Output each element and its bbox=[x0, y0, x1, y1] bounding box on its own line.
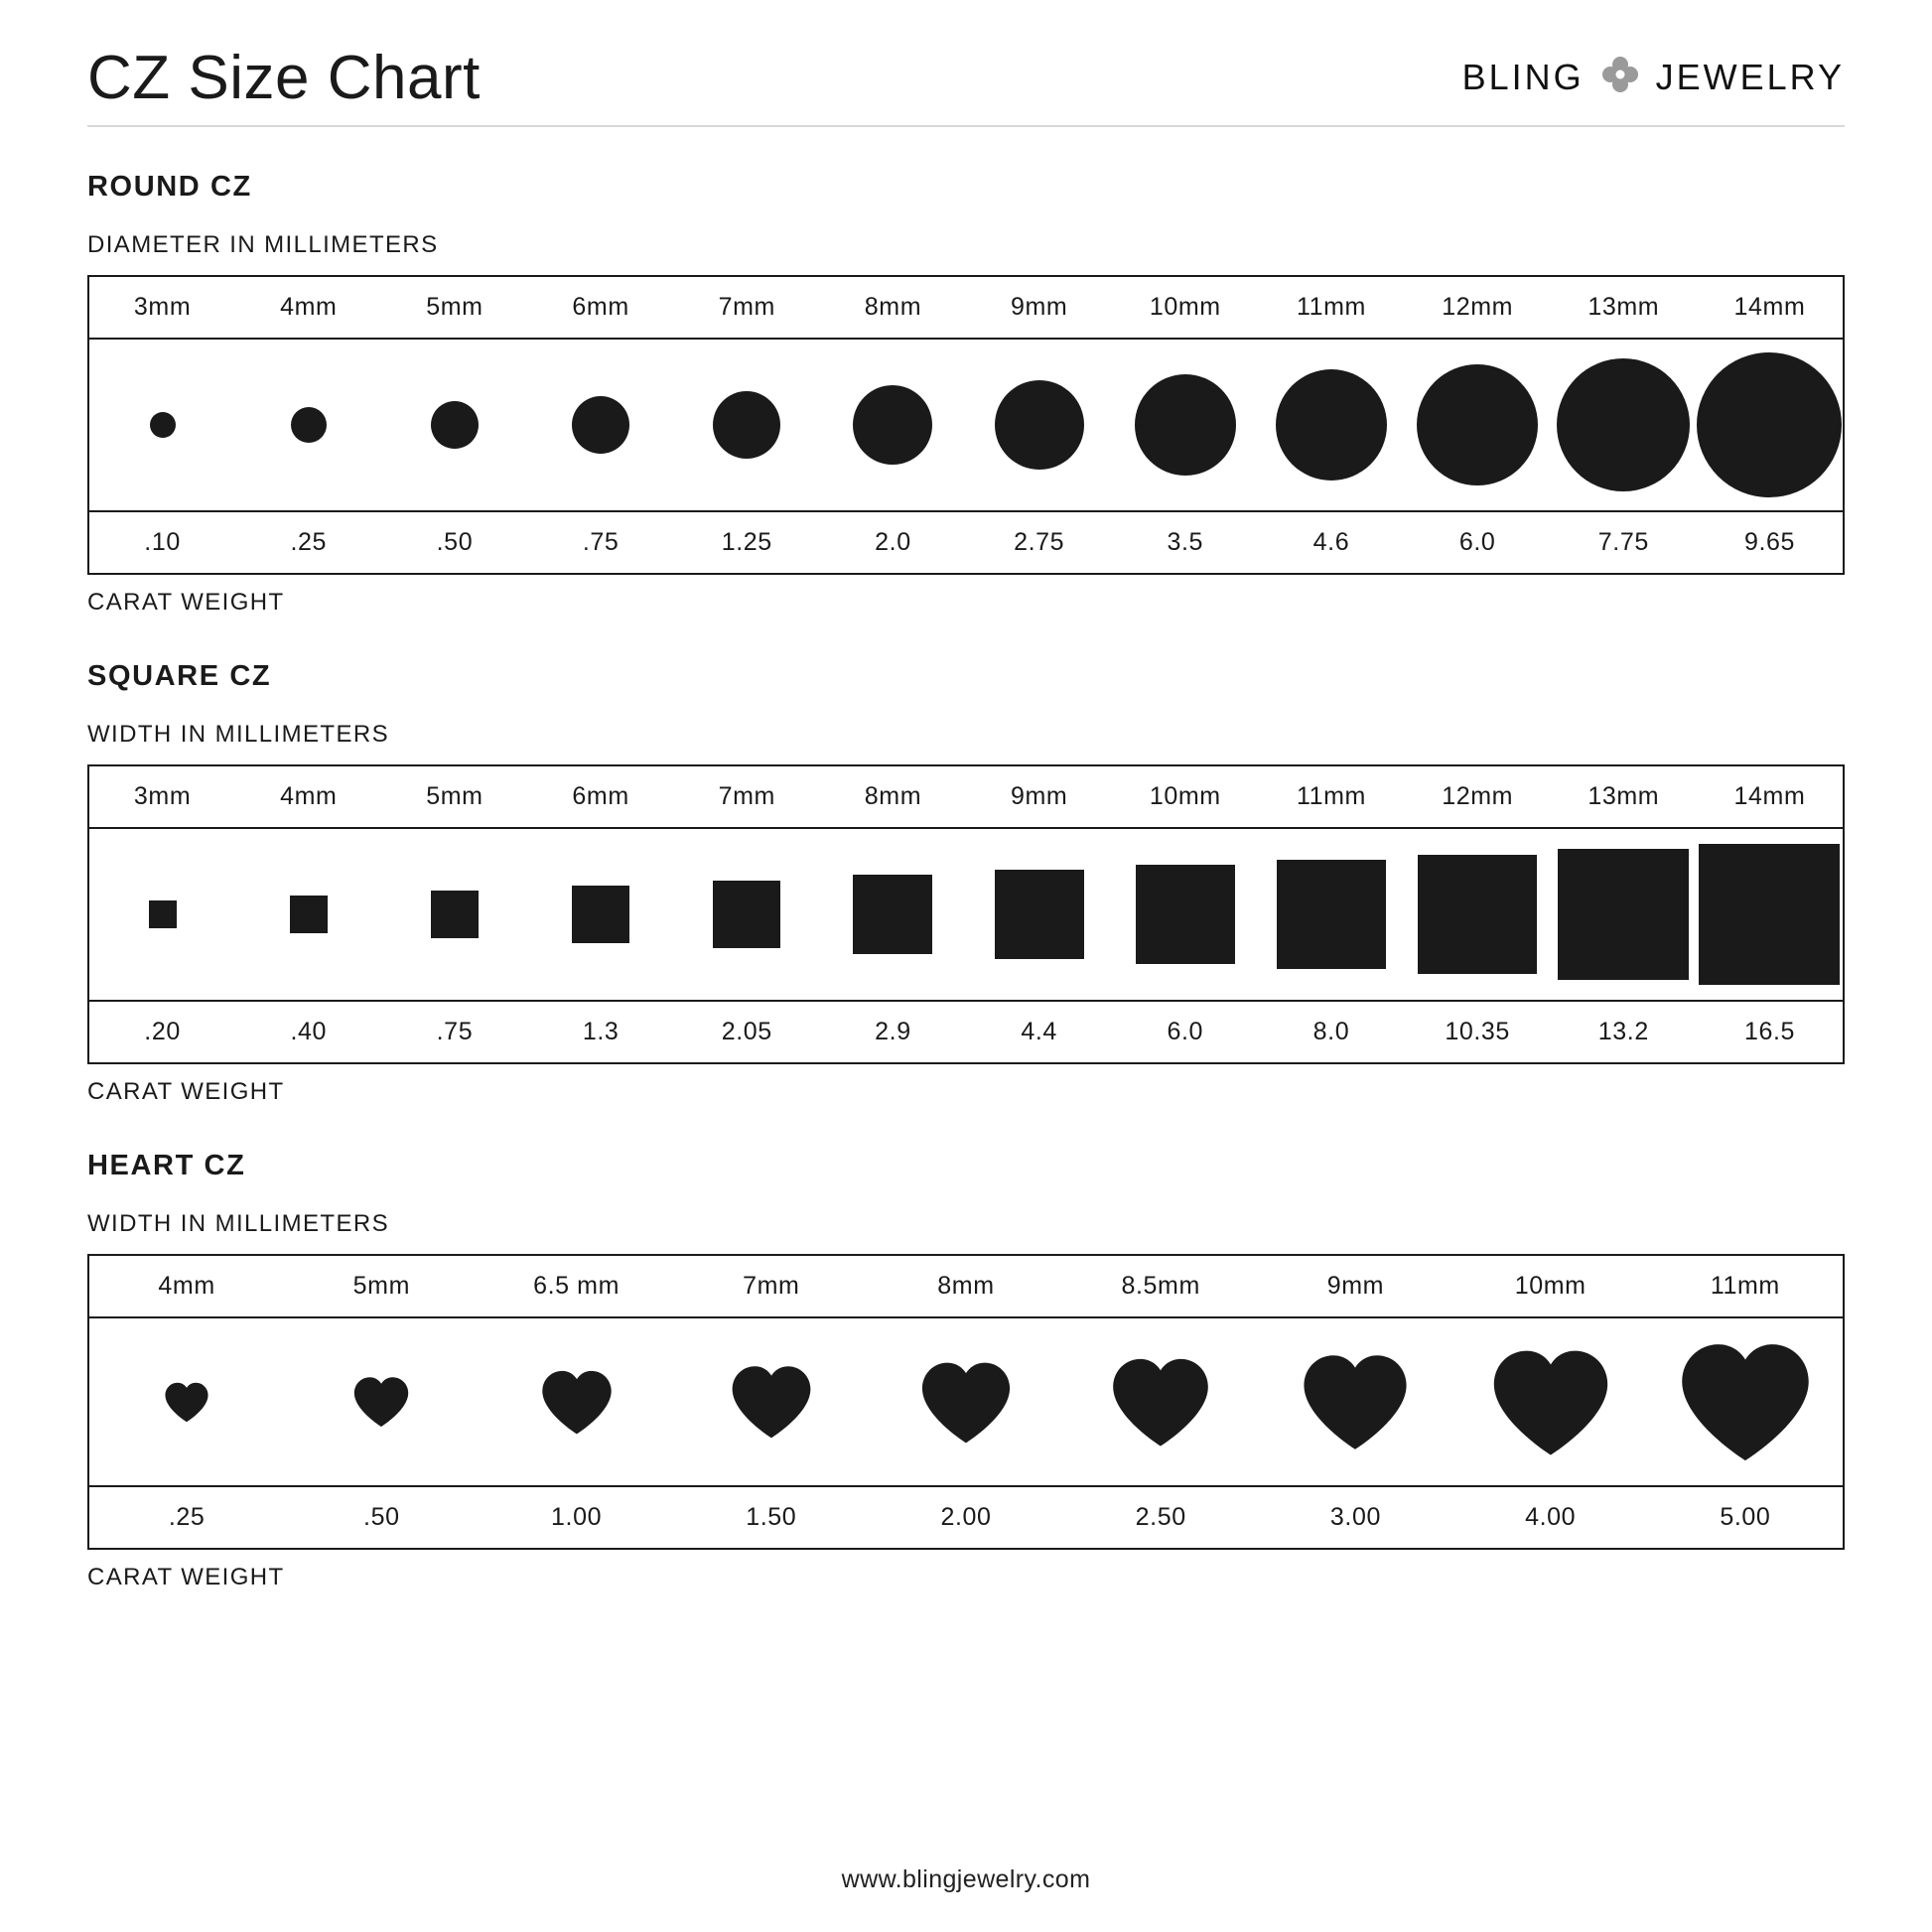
axis-label-square: WIDTH IN MILLIMETERS bbox=[87, 721, 390, 748]
square-size-label: 8mm bbox=[864, 782, 922, 810]
round-shape-cell bbox=[528, 396, 674, 454]
square-carat-row bbox=[89, 1000, 1843, 1062]
round-size-label: 8mm bbox=[864, 293, 922, 321]
section-round-cz bbox=[87, 171, 1845, 617]
square-shape-cell bbox=[381, 891, 527, 938]
round-cz-swatch bbox=[291, 407, 327, 443]
square-size-label: 10mm bbox=[1149, 782, 1221, 810]
square-shape-cell bbox=[1697, 844, 1843, 985]
heart-carat-value: 1.50 bbox=[746, 1503, 797, 1531]
axis-label-round: DIAMETER IN MILLIMETERS bbox=[87, 231, 439, 258]
round-shape-cell bbox=[1112, 374, 1258, 476]
round-carat-value: .25 bbox=[290, 528, 328, 556]
heart-size-label: 8.5mm bbox=[1121, 1272, 1200, 1300]
heart-cz-swatch bbox=[1678, 1339, 1813, 1463]
carat-caption-heart: CARAT WEIGHT bbox=[87, 1564, 285, 1590]
heart-shape-cell bbox=[674, 1363, 869, 1440]
square-cz-swatch bbox=[1418, 855, 1537, 974]
heart-cz-swatch bbox=[730, 1363, 813, 1440]
square-carat-value: 2.05 bbox=[721, 1018, 772, 1045]
heart-cz-swatch bbox=[540, 1368, 614, 1436]
heart-size-label: 7mm bbox=[743, 1272, 800, 1300]
square-shape-cell bbox=[820, 875, 966, 954]
heart-carat-value: 3.00 bbox=[1329, 1503, 1381, 1531]
round-carat-row bbox=[89, 510, 1843, 573]
carat-caption-square: CARAT WEIGHT bbox=[87, 1078, 285, 1105]
square-size-label: 6mm bbox=[572, 782, 629, 810]
square-carat-value: 16.5 bbox=[1743, 1018, 1795, 1045]
round-size-label: 12mm bbox=[1442, 293, 1514, 321]
round-cz-swatch bbox=[1135, 374, 1236, 476]
square-size-label: 14mm bbox=[1733, 782, 1806, 810]
page-title: CZ Size Chart bbox=[87, 44, 481, 112]
square-carat-value: 1.3 bbox=[582, 1018, 620, 1045]
heart-cz-table bbox=[87, 1254, 1845, 1550]
carat-caption-round: CARAT WEIGHT bbox=[87, 589, 285, 616]
round-carat-value: .10 bbox=[144, 528, 181, 556]
heart-size-label: 9mm bbox=[1326, 1272, 1385, 1300]
heart-shape-cell bbox=[869, 1359, 1063, 1445]
section-title-round: ROUND CZ bbox=[87, 171, 252, 203]
round-size-header-row bbox=[89, 277, 1843, 340]
heart-carat-value: .50 bbox=[363, 1503, 400, 1531]
square-size-label: 3mm bbox=[133, 782, 192, 810]
heart-carat-value: 4.00 bbox=[1525, 1503, 1577, 1531]
heart-carat-value: 2.00 bbox=[940, 1503, 992, 1531]
section-title-square: SQUARE CZ bbox=[87, 660, 272, 692]
square-carat-value: .75 bbox=[436, 1018, 474, 1045]
square-size-label: 5mm bbox=[426, 782, 483, 810]
heart-shape-cell bbox=[1258, 1351, 1452, 1451]
round-carat-value: 9.65 bbox=[1743, 528, 1795, 556]
square-cz-swatch bbox=[1558, 849, 1689, 980]
round-cz-swatch bbox=[1557, 358, 1690, 491]
heart-shape-cell bbox=[1648, 1339, 1843, 1463]
round-cz-swatch bbox=[431, 401, 479, 449]
round-cz-swatch bbox=[572, 396, 629, 454]
heart-cz-swatch bbox=[1490, 1346, 1611, 1457]
square-cz-swatch bbox=[995, 870, 1084, 959]
clover-icon bbox=[1598, 53, 1642, 101]
square-carat-value: 6.0 bbox=[1167, 1018, 1204, 1045]
round-carat-value: .75 bbox=[582, 528, 620, 556]
axis-label-heart: WIDTH IN MILLIMETERS bbox=[87, 1210, 390, 1237]
square-size-label: 13mm bbox=[1587, 782, 1660, 810]
round-cz-swatch bbox=[150, 412, 176, 438]
section-title-heart: HEART CZ bbox=[87, 1150, 246, 1181]
round-carat-value: 2.0 bbox=[875, 528, 911, 556]
round-carat-value: 3.5 bbox=[1167, 528, 1204, 556]
square-shape-cell bbox=[89, 900, 235, 928]
round-carat-value: 6.0 bbox=[1458, 528, 1496, 556]
square-shape-cell bbox=[1405, 855, 1551, 974]
round-shape-cell bbox=[1697, 352, 1843, 497]
square-shape-row bbox=[89, 829, 1843, 1000]
square-cz-swatch bbox=[149, 900, 177, 928]
section-square-cz bbox=[87, 660, 1845, 1106]
page-header bbox=[87, 44, 1845, 127]
round-size-label: 5mm bbox=[426, 293, 483, 321]
square-carat-value: .40 bbox=[290, 1018, 328, 1045]
square-shape-cell bbox=[674, 881, 820, 948]
round-cz-swatch bbox=[995, 380, 1084, 470]
round-shape-cell bbox=[674, 391, 820, 459]
round-cz-swatch bbox=[1276, 369, 1387, 481]
round-cz-swatch bbox=[1417, 364, 1538, 485]
square-cz-swatch bbox=[1699, 844, 1840, 985]
heart-shape-row bbox=[89, 1318, 1843, 1485]
heart-cz-swatch bbox=[164, 1381, 209, 1423]
square-shape-cell bbox=[1551, 849, 1697, 980]
round-shape-cell bbox=[381, 401, 527, 449]
square-size-label: 7mm bbox=[718, 782, 775, 810]
square-carat-value: 10.35 bbox=[1445, 1018, 1510, 1045]
heart-size-header-row bbox=[89, 1256, 1843, 1318]
round-cz-table bbox=[87, 275, 1845, 575]
section-heart-cz bbox=[87, 1150, 1845, 1591]
square-size-label: 4mm bbox=[280, 782, 338, 810]
round-size-label: 10mm bbox=[1149, 293, 1221, 321]
square-cz-swatch bbox=[713, 881, 780, 948]
square-cz-swatch bbox=[1136, 865, 1235, 964]
round-shape-cell bbox=[966, 380, 1112, 470]
square-cz-swatch bbox=[1277, 860, 1386, 969]
round-shape-cell bbox=[820, 385, 966, 465]
square-shape-cell bbox=[235, 896, 381, 933]
round-size-label: 6mm bbox=[572, 293, 629, 321]
square-carat-value: 4.4 bbox=[1021, 1018, 1057, 1045]
heart-shape-cell bbox=[89, 1381, 284, 1423]
heart-carat-row bbox=[89, 1485, 1843, 1548]
round-size-label: 13mm bbox=[1587, 293, 1660, 321]
square-carat-value: 2.9 bbox=[875, 1018, 911, 1045]
round-cz-swatch bbox=[713, 391, 780, 459]
heart-carat-value: 2.50 bbox=[1135, 1503, 1186, 1531]
footer-website-url: www.blingjewelry.com bbox=[841, 1865, 1091, 1893]
heart-carat-value: 5.00 bbox=[1720, 1503, 1771, 1531]
heart-shape-cell bbox=[1453, 1346, 1648, 1457]
square-cz-swatch bbox=[853, 875, 932, 954]
heart-shape-cell bbox=[479, 1368, 673, 1436]
square-size-header-row bbox=[89, 766, 1843, 829]
heart-cz-swatch bbox=[352, 1375, 410, 1428]
heart-size-label: 10mm bbox=[1514, 1272, 1587, 1300]
round-size-label: 4mm bbox=[280, 293, 338, 321]
round-shape-row bbox=[89, 340, 1843, 510]
round-size-label: 7mm bbox=[718, 293, 775, 321]
round-cz-swatch bbox=[853, 385, 932, 465]
round-shape-cell bbox=[89, 412, 235, 438]
heart-carat-value: .25 bbox=[168, 1503, 206, 1531]
square-shape-cell bbox=[1258, 860, 1404, 969]
round-shape-cell bbox=[1258, 369, 1404, 481]
round-size-label: 11mm bbox=[1296, 293, 1366, 321]
heart-cz-swatch bbox=[1110, 1355, 1211, 1449]
square-size-label: 11mm bbox=[1296, 782, 1366, 810]
round-carat-value: 4.6 bbox=[1312, 528, 1350, 556]
round-carat-value: 7.75 bbox=[1597, 528, 1649, 556]
heart-cz-swatch bbox=[1301, 1351, 1410, 1451]
round-cz-swatch bbox=[1697, 352, 1842, 497]
heart-shape-cell bbox=[1063, 1355, 1258, 1449]
square-cz-swatch bbox=[572, 886, 629, 943]
square-size-label: 9mm bbox=[1010, 782, 1068, 810]
heart-size-label: 6.5 mm bbox=[533, 1272, 621, 1300]
square-shape-cell bbox=[528, 886, 674, 943]
brand-logo bbox=[1462, 53, 1845, 109]
round-shape-cell bbox=[1405, 364, 1551, 485]
round-size-label: 3mm bbox=[133, 293, 192, 321]
round-carat-value: .50 bbox=[436, 528, 474, 556]
square-cz-swatch bbox=[431, 891, 479, 938]
heart-shape-cell bbox=[284, 1375, 479, 1428]
brand-name-first: BLING bbox=[1461, 56, 1585, 97]
heart-size-label: 4mm bbox=[158, 1272, 215, 1300]
heart-carat-value: 1.00 bbox=[551, 1503, 603, 1531]
heart-size-label: 11mm bbox=[1710, 1272, 1780, 1300]
square-shape-cell bbox=[966, 870, 1112, 959]
square-shape-cell bbox=[1112, 865, 1258, 964]
square-cz-table bbox=[87, 764, 1845, 1064]
round-shape-cell bbox=[235, 407, 381, 443]
round-size-label: 14mm bbox=[1733, 293, 1806, 321]
square-size-label: 12mm bbox=[1442, 782, 1514, 810]
round-carat-value: 1.25 bbox=[721, 528, 772, 556]
square-cz-swatch bbox=[290, 896, 328, 933]
square-carat-value: 8.0 bbox=[1312, 1018, 1350, 1045]
round-shape-cell bbox=[1551, 358, 1697, 491]
round-size-label: 9mm bbox=[1010, 293, 1068, 321]
round-carat-value: 2.75 bbox=[1014, 528, 1065, 556]
heart-size-label: 5mm bbox=[352, 1272, 410, 1300]
brand-name-second: JEWELRY bbox=[1655, 56, 1845, 97]
square-carat-value: .20 bbox=[144, 1018, 181, 1045]
square-carat-value: 13.2 bbox=[1597, 1018, 1649, 1045]
heart-cz-swatch bbox=[919, 1359, 1013, 1445]
heart-size-label: 8mm bbox=[937, 1272, 995, 1300]
